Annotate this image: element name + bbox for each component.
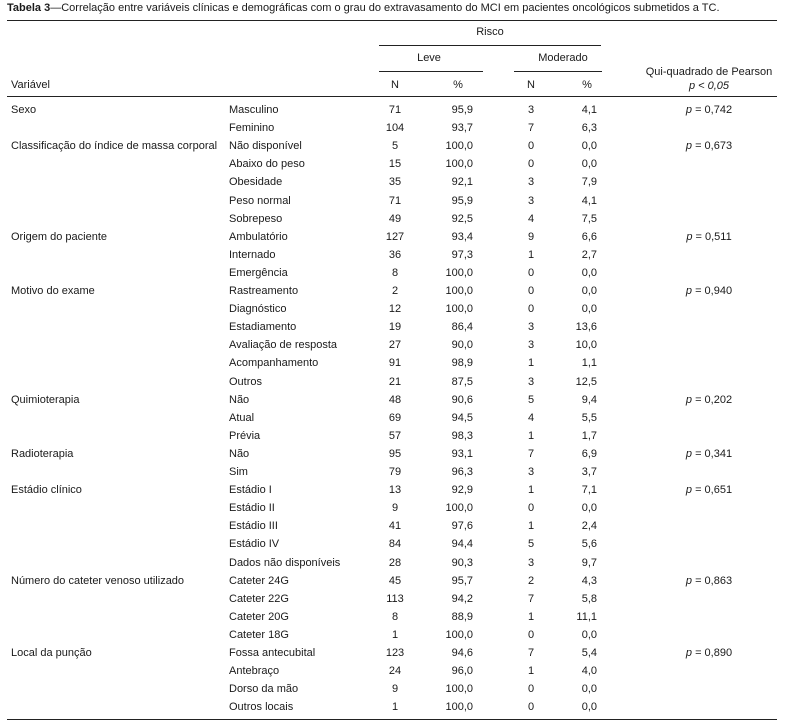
table-row	[7, 411, 777, 429]
n-moderado-cell: 0	[527, 502, 535, 515]
n-leve-cell: 41	[388, 520, 402, 533]
pct-moderado-cell: 13,6	[575, 321, 597, 334]
pct-leve-cell: 100,0	[445, 303, 473, 316]
n-moderado-cell: 0	[527, 285, 535, 297]
pct-moderado-cell: 2,4	[581, 520, 597, 533]
n-leve-cell: 27	[388, 339, 402, 352]
category-cell: Estádio I	[229, 484, 272, 497]
table-row	[7, 248, 777, 266]
table-row	[7, 139, 777, 157]
n-leve-cell: 1	[391, 628, 399, 641]
n-moderado-cell: 3	[527, 194, 535, 207]
category-cell: Masculino	[229, 104, 279, 116]
pct-leve-cell: 93,7	[451, 122, 473, 135]
header-bottom-rule	[7, 96, 777, 97]
pct-leve-cell: 92,1	[451, 176, 473, 189]
pct-moderado-cell: 5,5	[581, 411, 597, 424]
pct-moderado-cell: 7,9	[581, 176, 597, 189]
category-cell: Dorso da mão	[229, 683, 299, 696]
n-moderado-cell: 1	[527, 248, 535, 261]
n-moderado-cell: 3	[527, 375, 535, 388]
category-cell: Feminino	[229, 122, 275, 135]
risco-underline	[379, 45, 601, 46]
moderado-underline	[514, 71, 602, 72]
n-moderado-cell: 0	[527, 303, 535, 316]
category-cell: Estádio IV	[229, 538, 280, 551]
n-leve-cell: 12	[388, 303, 402, 316]
n-moderado-cell: 3	[527, 104, 535, 116]
n-moderado-cell: 5	[527, 393, 535, 406]
category-cell: Estádio III	[229, 520, 278, 533]
n-leve-cell: 127	[385, 230, 405, 243]
header-chi-line1: Qui-quadrado de Pearson	[645, 66, 773, 78]
table-row	[7, 375, 777, 393]
n-leve-cell: 24	[388, 665, 402, 678]
n-moderado-cell: 1	[527, 484, 535, 497]
variable-cell: Origem do paciente	[11, 230, 107, 243]
pct-leve-cell: 94,4	[451, 538, 473, 551]
table-caption	[7, 2, 720, 14]
n-leve-cell: 9	[391, 502, 399, 515]
n-leve-cell: 1	[391, 701, 399, 714]
pct-leve-cell: 92,5	[451, 212, 473, 225]
table-row	[7, 646, 777, 664]
pct-moderado-cell: 0,0	[581, 701, 597, 714]
n-moderado-cell: 2	[527, 574, 535, 587]
table-row	[7, 320, 777, 338]
table-row	[7, 447, 777, 465]
p-value-cell: p = 0,863	[685, 574, 733, 587]
n-leve-cell: 49	[388, 212, 402, 225]
p-value-cell: p = 0,341	[685, 447, 733, 460]
table-caption-label: Tabela 3	[7, 2, 51, 14]
category-cell: Antebraço	[229, 665, 280, 678]
n-moderado-cell: 4	[527, 411, 535, 424]
category-cell: Não	[229, 393, 250, 406]
pct-leve-cell: 94,2	[451, 592, 473, 605]
n-leve-cell: 36	[388, 248, 402, 261]
header-moderado: Moderado	[538, 52, 588, 64]
category-cell: Fossa antecubital	[229, 647, 316, 659]
n-leve-cell: 104	[385, 122, 405, 135]
leve-underline	[379, 71, 483, 72]
pct-leve-cell: 100,0	[445, 502, 473, 515]
table-row	[7, 212, 777, 230]
n-leve-cell: 13	[388, 484, 402, 497]
table-row	[7, 338, 777, 356]
category-cell: Atual	[229, 411, 255, 424]
pct-leve-cell: 95,9	[451, 194, 473, 207]
variable-cell: Estádio clínico	[11, 484, 82, 497]
category-cell: Outros	[229, 375, 263, 388]
table-row	[7, 483, 777, 501]
table-row	[7, 393, 777, 411]
table-row	[7, 700, 777, 718]
n-leve-cell: 123	[385, 647, 405, 659]
category-cell: Cateter 24G	[229, 574, 289, 587]
category-cell: Cateter 20G	[229, 610, 289, 623]
n-moderado-cell: 0	[527, 628, 535, 641]
pct-moderado-cell: 0,0	[581, 285, 597, 297]
n-moderado-cell: 7	[527, 122, 535, 135]
pct-leve-cell: 90,3	[451, 556, 473, 569]
pct-moderado-cell: 9,4	[581, 393, 597, 406]
table-row	[7, 537, 777, 555]
n-moderado-cell: 3	[527, 321, 535, 334]
n-leve-cell: 79	[388, 466, 402, 478]
pct-leve-cell: 95,9	[451, 104, 473, 116]
category-cell: Obesidade	[229, 176, 283, 189]
pct-moderado-cell: 7,1	[581, 484, 597, 497]
n-moderado-cell: 0	[527, 683, 535, 696]
pct-leve-cell: 87,5	[451, 375, 473, 388]
category-cell: Internado	[229, 248, 276, 261]
category-cell: Cateter 22G	[229, 592, 289, 605]
category-cell: Outros locais	[229, 701, 294, 714]
variable-cell: Quimioterapia	[11, 393, 80, 406]
n-leve-cell: 8	[391, 610, 399, 623]
category-cell: Estadiamento	[229, 321, 297, 334]
p-value-cell: p = 0,742	[685, 104, 733, 116]
n-moderado-cell: 0	[527, 701, 535, 714]
table-row	[7, 302, 777, 320]
top-rule	[7, 20, 777, 21]
pct-leve-cell: 97,3	[451, 248, 473, 261]
table-row	[7, 356, 777, 374]
table-row	[7, 519, 777, 537]
n-leve-cell: 21	[388, 375, 402, 388]
n-leve-cell: 9	[391, 683, 399, 696]
header-pct-moderado: %	[582, 79, 592, 91]
n-moderado-cell: 0	[527, 140, 535, 153]
header-risco: Risco	[476, 26, 504, 38]
pct-leve-cell: 97,6	[451, 520, 473, 533]
pct-leve-cell: 93,1	[451, 447, 473, 460]
p-value-cell: p = 0,651	[685, 484, 733, 497]
table-row	[7, 121, 777, 139]
n-moderado-cell: 7	[527, 447, 535, 460]
pct-leve-cell: 100,0	[445, 140, 473, 153]
pct-moderado-cell: 4,3	[581, 574, 597, 587]
p-value-cell: p = 0,202	[685, 393, 733, 406]
n-moderado-cell: 7	[527, 592, 535, 605]
table-row	[7, 429, 777, 447]
p-value-cell: p = 0,940	[685, 285, 733, 297]
p-value-cell: p = 0,511	[686, 230, 732, 243]
category-cell: Cateter 18G	[229, 628, 289, 641]
n-moderado-cell: 3	[527, 466, 535, 478]
table-row	[7, 682, 777, 700]
pct-leve-cell: 98,3	[451, 429, 473, 442]
pct-moderado-cell: 6,3	[581, 122, 597, 135]
n-moderado-cell: 1	[527, 520, 535, 533]
pct-moderado-cell: 0,0	[581, 502, 597, 515]
pct-moderado-cell: 12,5	[575, 375, 597, 388]
category-cell: Rastreamento	[229, 285, 299, 297]
n-moderado-cell: 0	[527, 158, 535, 171]
p-value-cell: p = 0,673	[685, 140, 733, 153]
pct-leve-cell: 95,7	[451, 574, 473, 587]
pct-leve-cell: 98,9	[451, 357, 473, 370]
n-leve-cell: 35	[388, 176, 402, 189]
pct-moderado-cell: 5,8	[581, 592, 597, 605]
pct-leve-cell: 100,0	[445, 701, 473, 714]
pct-moderado-cell: 1,7	[581, 429, 597, 442]
n-leve-cell: 48	[388, 393, 402, 406]
pct-moderado-cell: 0,0	[581, 140, 597, 153]
category-cell: Sobrepeso	[229, 212, 283, 225]
n-moderado-cell: 5	[527, 538, 535, 551]
category-cell: Não disponível	[229, 140, 302, 153]
n-moderado-cell: 0	[527, 266, 535, 279]
n-moderado-cell: 1	[527, 610, 535, 623]
header-leve: Leve	[417, 52, 441, 64]
n-leve-cell: 91	[388, 357, 402, 370]
variable-cell: Sexo	[11, 104, 37, 116]
n-moderado-cell: 4	[527, 212, 535, 225]
variable-cell: Radioterapia	[11, 447, 74, 460]
pct-leve-cell: 96,3	[451, 466, 473, 478]
n-moderado-cell: 1	[527, 357, 535, 370]
pct-leve-cell: 100,0	[445, 683, 473, 696]
category-cell: Prévia	[229, 429, 261, 442]
category-cell: Diagnóstico	[229, 303, 287, 316]
category-cell: Ambulatório	[229, 230, 288, 243]
table-row	[7, 501, 777, 519]
table-caption-text: —Correlação entre variáveis clínicas e demográficas com o grau do extravasamento do MCI em pacientes oncológicos submetidos a TC.	[50, 2, 720, 14]
header-n-leve: N	[391, 79, 399, 91]
pct-moderado-cell: 10,0	[575, 339, 597, 352]
pct-moderado-cell: 7,5	[581, 212, 597, 225]
n-moderado-cell: 3	[527, 339, 535, 352]
pct-moderado-cell: 9,7	[581, 556, 597, 569]
pct-moderado-cell: 6,9	[581, 447, 597, 460]
pct-leve-cell: 90,0	[451, 339, 473, 352]
variable-cell: Classificação do índice de massa corporal	[11, 140, 218, 153]
n-leve-cell: 15	[388, 158, 402, 171]
pct-leve-cell: 94,6	[451, 647, 473, 659]
n-leve-cell: 2	[391, 285, 399, 297]
pct-leve-cell: 100,0	[445, 628, 473, 641]
n-moderado-cell: 9	[527, 230, 535, 243]
n-leve-cell: 28	[388, 556, 402, 569]
n-leve-cell: 71	[388, 104, 402, 116]
variable-cell: Motivo do exame	[11, 285, 95, 297]
table-row	[7, 103, 777, 121]
pct-moderado-cell: 0,0	[581, 683, 597, 696]
table-row	[7, 556, 777, 574]
variable-cell: Local da punção	[11, 647, 92, 659]
bottom-rule	[7, 719, 777, 720]
pct-leve-cell: 86,4	[451, 321, 473, 334]
table-row	[7, 284, 777, 302]
pct-moderado-cell: 4,0	[581, 665, 597, 678]
category-cell: Acompanhamento	[229, 357, 319, 370]
pct-moderado-cell: 11,1	[576, 610, 597, 623]
table-row	[7, 194, 777, 212]
n-leve-cell: 8	[391, 266, 399, 279]
pct-moderado-cell: 4,1	[581, 104, 597, 116]
pct-leve-cell: 100,0	[445, 285, 473, 297]
table-row	[7, 230, 777, 248]
pct-moderado-cell: 0,0	[581, 303, 597, 316]
pct-leve-cell: 92,9	[451, 484, 473, 497]
pct-moderado-cell: 3,7	[581, 466, 597, 478]
n-leve-cell: 113	[386, 592, 404, 605]
category-cell: Estádio II	[229, 502, 275, 515]
table-row	[7, 175, 777, 193]
p-value-cell: p = 0,890	[685, 647, 733, 659]
table-row	[7, 628, 777, 646]
pct-leve-cell: 100,0	[445, 158, 473, 171]
header-variavel: Variável	[11, 79, 50, 91]
variable-cell: Número do cateter venoso utilizado	[11, 574, 185, 587]
category-cell: Emergência	[229, 266, 288, 279]
category-cell: Abaixo do peso	[229, 158, 305, 171]
table-row	[7, 610, 777, 628]
header-pct-leve: %	[453, 79, 463, 91]
n-leve-cell: 84	[388, 538, 402, 551]
header-n-moderado: N	[527, 79, 535, 91]
n-leve-cell: 69	[388, 411, 402, 424]
pct-leve-cell: 100,0	[445, 266, 473, 279]
pct-leve-cell: 90,6	[451, 393, 473, 406]
table-row	[7, 574, 777, 592]
pct-moderado-cell: 0,0	[581, 158, 597, 171]
n-leve-cell: 5	[391, 140, 399, 153]
n-moderado-cell: 7	[527, 647, 535, 659]
table-row	[7, 592, 777, 610]
pct-moderado-cell: 5,6	[581, 538, 597, 551]
category-cell: Não	[229, 447, 250, 460]
header-chi-line2: p < 0,05	[688, 80, 730, 92]
pct-leve-cell: 96,0	[451, 665, 473, 678]
pct-moderado-cell: 5,4	[581, 647, 597, 659]
n-moderado-cell: 1	[527, 665, 535, 678]
pct-leve-cell: 94,5	[451, 411, 473, 424]
n-leve-cell: 45	[388, 574, 402, 587]
n-moderado-cell: 3	[527, 176, 535, 189]
category-cell: Peso normal	[229, 194, 291, 207]
pct-moderado-cell: 6,6	[581, 230, 597, 243]
pct-moderado-cell: 0,0	[581, 628, 597, 641]
table-row	[7, 157, 777, 175]
n-leve-cell: 95	[388, 447, 402, 460]
category-cell: Sim	[229, 466, 248, 478]
n-leve-cell: 19	[388, 321, 402, 334]
pct-moderado-cell: 1,1	[581, 357, 597, 370]
category-cell: Dados não disponíveis	[229, 556, 341, 569]
n-leve-cell: 71	[388, 194, 402, 207]
n-leve-cell: 57	[388, 429, 402, 442]
pct-leve-cell: 88,9	[451, 610, 473, 623]
category-cell: Avaliação de resposta	[229, 339, 338, 352]
n-moderado-cell: 3	[527, 556, 535, 569]
pct-moderado-cell: 0,0	[581, 266, 597, 279]
pct-moderado-cell: 4,1	[581, 194, 597, 207]
pct-moderado-cell: 2,7	[581, 248, 597, 261]
table-row	[7, 266, 777, 284]
n-moderado-cell: 1	[527, 429, 535, 442]
table-row	[7, 465, 777, 483]
table-row	[7, 664, 777, 682]
pct-leve-cell: 93,4	[451, 230, 473, 243]
